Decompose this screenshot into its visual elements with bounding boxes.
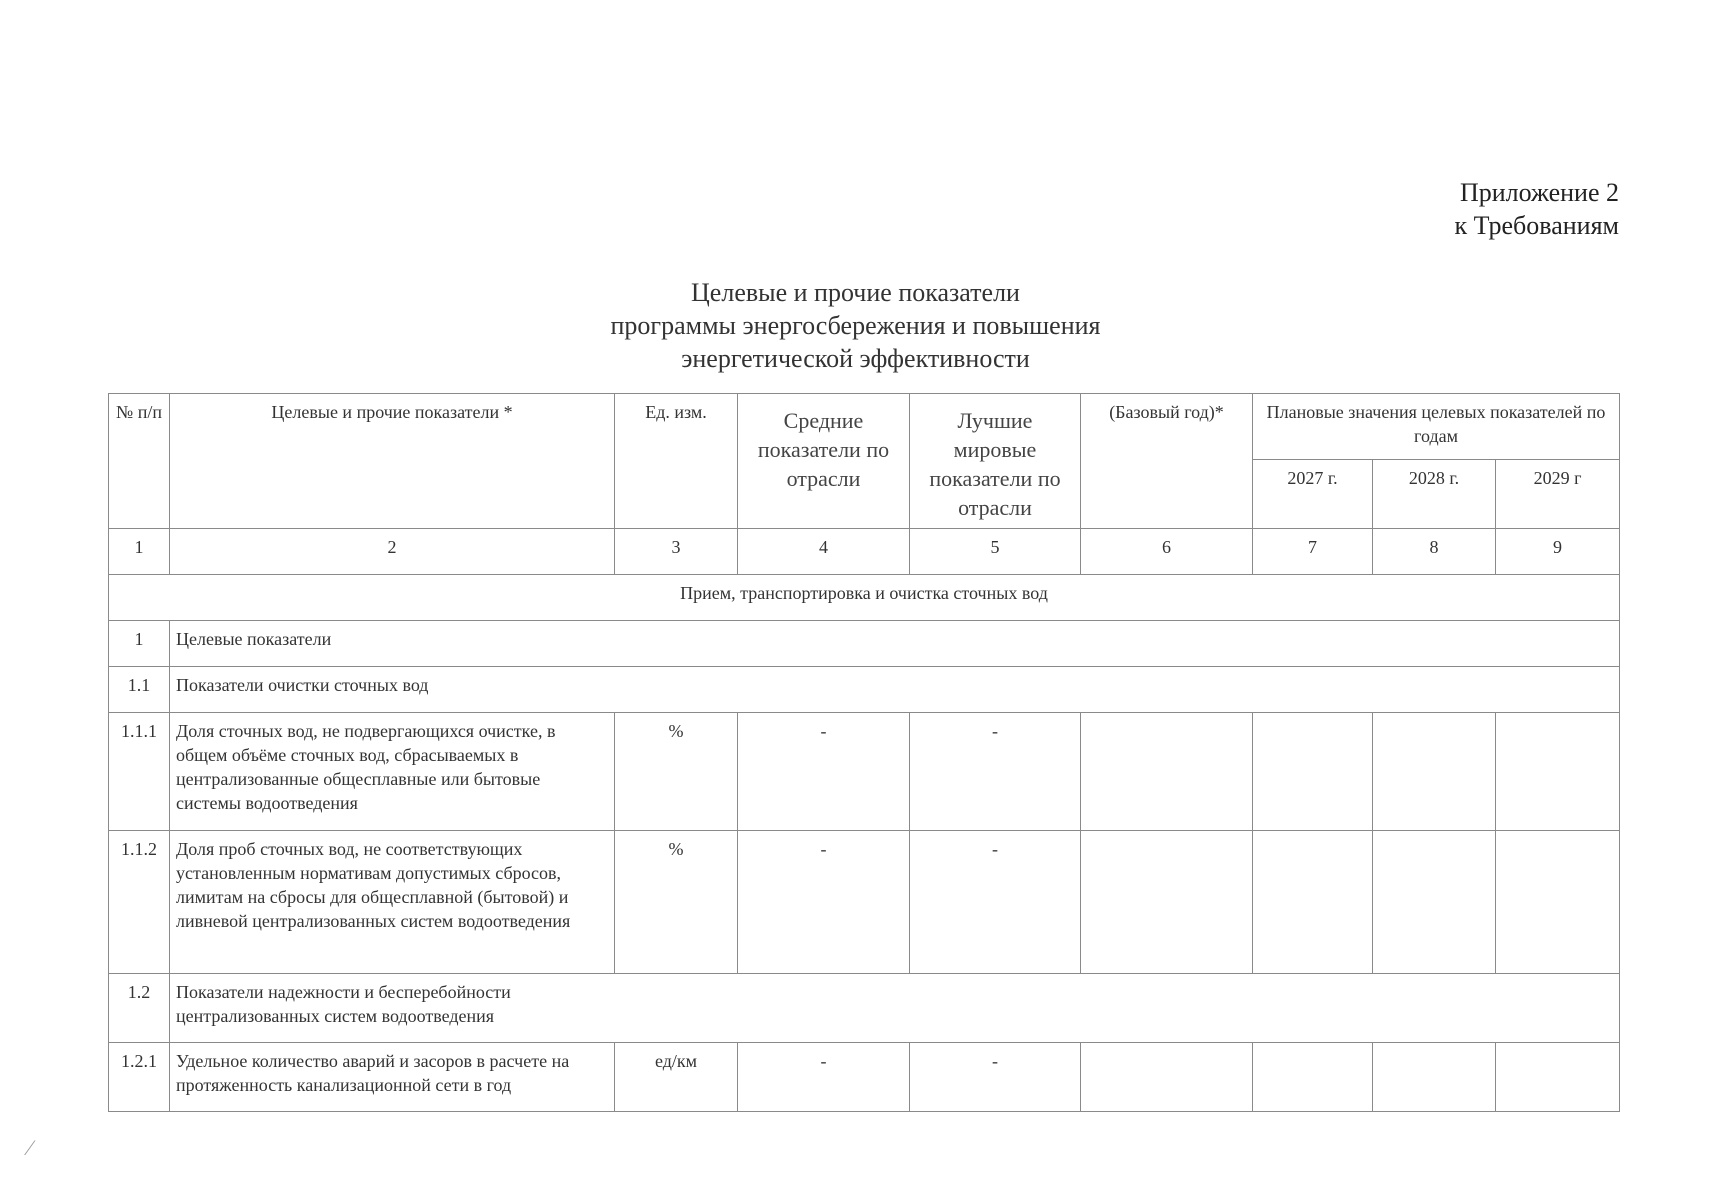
row-unit: % bbox=[615, 831, 738, 974]
table-row bbox=[109, 1043, 1620, 1112]
row-unit: ед/км bbox=[615, 1043, 738, 1112]
row-number: 1.1.1 bbox=[109, 713, 170, 831]
header-indicators: Целевые и прочие показатели * bbox=[170, 394, 615, 529]
header-base-year: (Базовый год)* bbox=[1081, 394, 1253, 529]
section-row bbox=[109, 575, 1620, 621]
header-planned-values: Плановые значения целевых показателей по годам bbox=[1253, 394, 1620, 460]
row-2028 bbox=[1373, 713, 1496, 831]
title-line-2: программы энергосбережения и повышения bbox=[610, 311, 1101, 340]
row-2029 bbox=[1496, 831, 1620, 974]
header-unit: Ед. изм. bbox=[615, 394, 738, 529]
appendix-line-2: к Требованиям bbox=[1454, 211, 1619, 240]
row-indicator: Доля сточных вод, не подвергающихся очистке, в общем объёме сточных вод, сбрасываемых в централизованные общесплавные или бытовые системы водоотведения bbox=[170, 713, 615, 831]
header-num: № п/п bbox=[109, 394, 170, 529]
group-row bbox=[109, 667, 1620, 713]
group-title: Целевые показатели bbox=[170, 621, 1620, 667]
row-world-best: - bbox=[910, 713, 1081, 831]
row-2027 bbox=[1253, 1043, 1373, 1112]
row-2029 bbox=[1496, 1043, 1620, 1112]
row-2029 bbox=[1496, 713, 1620, 831]
group-number: 1 bbox=[109, 621, 170, 667]
column-number: 4 bbox=[738, 529, 910, 575]
header-year-2029: 2029 г bbox=[1496, 460, 1620, 529]
row-industry-average: - bbox=[738, 831, 910, 974]
section-title: Прием, транспортировка и очистка сточных вод bbox=[109, 575, 1620, 621]
appendix-label bbox=[1454, 176, 1619, 242]
title-line-3: энергетической эффективности bbox=[681, 344, 1030, 373]
group-title-text: Показатели надежности и бесперебойности централизованных систем водоотведения bbox=[176, 982, 511, 1026]
table-row bbox=[109, 831, 1620, 974]
margin-mark: ⁄ bbox=[28, 1135, 32, 1160]
column-number: 9 bbox=[1496, 529, 1620, 575]
appendix-line-1: Приложение 2 bbox=[1459, 178, 1619, 207]
row-2028 bbox=[1373, 1043, 1496, 1112]
table-row bbox=[109, 713, 1620, 831]
row-2027 bbox=[1253, 713, 1373, 831]
document-title bbox=[0, 276, 1711, 375]
row-world-best: - bbox=[910, 1043, 1081, 1112]
row-indicator: Доля проб сточных вод, не соответствующих установленным нормативам допустимых сбросов, лимитам на сбросы для общесплавной (бытовой) и ливневой централизованных систем водоотведения bbox=[170, 831, 615, 974]
indicators-table bbox=[108, 393, 1620, 1112]
column-number: 7 bbox=[1253, 529, 1373, 575]
title-line-1: Целевые и прочие показатели bbox=[691, 278, 1020, 307]
row-unit: % bbox=[615, 713, 738, 831]
row-2028 bbox=[1373, 831, 1496, 974]
column-number: 8 bbox=[1373, 529, 1496, 575]
column-number: 5 bbox=[910, 529, 1081, 575]
header-row bbox=[109, 394, 1620, 460]
row-world-best: - bbox=[910, 831, 1081, 974]
row-base-year bbox=[1081, 831, 1253, 974]
header-year-2028: 2028 г. bbox=[1373, 460, 1496, 529]
column-number: 2 bbox=[170, 529, 615, 575]
group-row bbox=[109, 974, 1620, 1043]
header-industry-average: Средние показатели по отрасли bbox=[738, 394, 910, 529]
header-year-2027: 2027 г. bbox=[1253, 460, 1373, 529]
row-number: 1.1.2 bbox=[109, 831, 170, 974]
column-number: 1 bbox=[109, 529, 170, 575]
group-number: 1.1 bbox=[109, 667, 170, 713]
group-title bbox=[170, 974, 1620, 1043]
column-numbers-row bbox=[109, 529, 1620, 575]
group-title: Показатели очистки сточных вод bbox=[170, 667, 1620, 713]
row-industry-average: - bbox=[738, 713, 910, 831]
row-base-year bbox=[1081, 713, 1253, 831]
row-indicator: Удельное количество аварий и засоров в расчете на протяженность канализационной сети в год bbox=[170, 1043, 615, 1112]
row-industry-average: - bbox=[738, 1043, 910, 1112]
column-number: 3 bbox=[615, 529, 738, 575]
header-world-best: Лучшие мировые показатели по отрасли bbox=[910, 394, 1081, 529]
group-number: 1.2 bbox=[109, 974, 170, 1043]
row-base-year bbox=[1081, 1043, 1253, 1112]
row-2027 bbox=[1253, 831, 1373, 974]
column-number: 6 bbox=[1081, 529, 1253, 575]
group-row bbox=[109, 621, 1620, 667]
row-number: 1.2.1 bbox=[109, 1043, 170, 1112]
